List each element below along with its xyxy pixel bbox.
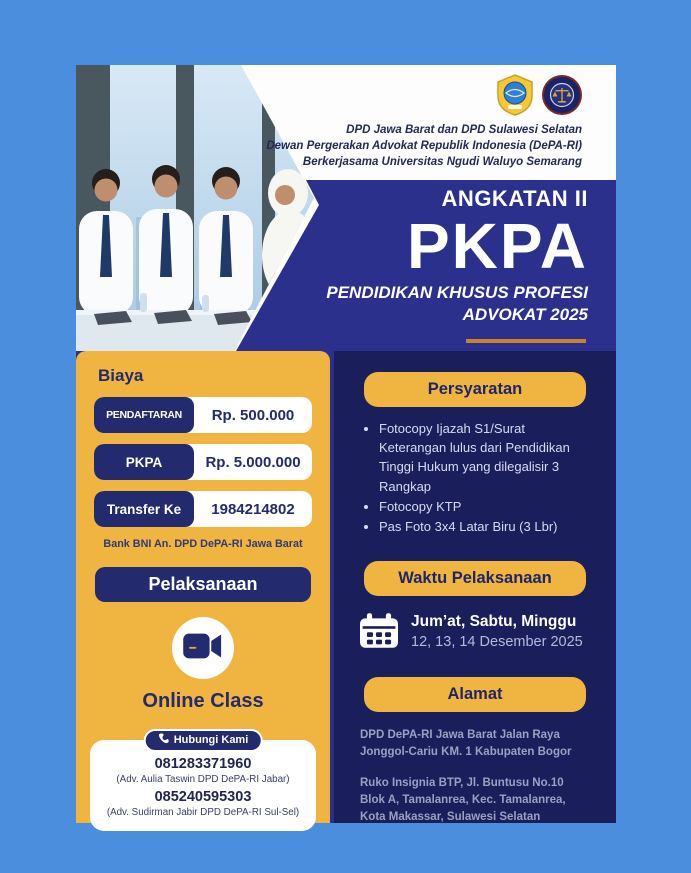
- fee-table: [94, 397, 312, 527]
- contact-pill: [144, 729, 263, 752]
- requirement-item: • Fotocopy Ijazah S1/Surat Keterangan lulus dari Pendidikan Tinggi Hukum yang dilegalisir 3 Rangkap: [379, 419, 582, 496]
- flyer-header: [76, 65, 616, 351]
- contact-person: (Adv. Aulia Taswin DPD DePA-RI Jabar): [116, 774, 290, 786]
- requirement-item: • Fotocopy KTP: [379, 497, 582, 516]
- gold-underline: [466, 339, 586, 343]
- program-title: PKPA: [406, 210, 588, 282]
- organizer-line: Dewan Pergerakan Advokat Republik Indonesia (DePA-RI): [266, 140, 582, 153]
- fee-row-transfer: [94, 491, 312, 527]
- bank-note: Bank BNI An. DPD DePA-RI Jawa Barat: [103, 538, 303, 550]
- organizer-line: Berkerjasama Universitas Ngudi Waluyo Semarang: [302, 156, 582, 169]
- contact-title: Hubungi Kami: [173, 734, 249, 746]
- online-class-badge: [172, 617, 234, 679]
- contact-section: [90, 734, 316, 831]
- fee-value: 1984214802: [211, 500, 295, 518]
- fee-row-pendaftaran: [94, 397, 312, 433]
- fee-row-pkpa: [94, 444, 312, 480]
- batch-label: ANGKATAN II: [441, 186, 588, 211]
- video-camera-icon: [183, 632, 223, 665]
- fee-label: Transfer Ke: [94, 491, 194, 527]
- schedule-text: [411, 612, 583, 652]
- fee-label: PENDAFTARAN: [94, 397, 194, 433]
- online-class-label: Online Class: [142, 690, 264, 712]
- pkpa-flyer: [76, 65, 616, 823]
- fee-value: Rp. 5.000.000: [205, 453, 301, 471]
- contact-card: [90, 740, 316, 831]
- fee-label: PKPA: [94, 444, 194, 480]
- program-subtitle: PENDIDIKAN KHUSUS PROFESI ADVOKAT 2025: [326, 283, 588, 325]
- requirements-list: [364, 419, 582, 536]
- address-makassar: Ruko Insignia BTP, Jl. Buntusu No.10 Blok A, Tamalanrea, Kec. Tamalanrea, Kota Makassar, Sulawesi Selatan: [360, 777, 566, 824]
- pelaksanaan-label: Pelaksanaan: [95, 567, 311, 602]
- phone-icon: [158, 733, 169, 747]
- waktu-header: Waktu Pelaksanaan: [364, 561, 586, 596]
- schedule-row: [360, 612, 596, 652]
- persyaratan-header: Persyaratan: [364, 372, 586, 407]
- phone-number: 085240595303: [154, 789, 252, 806]
- fees-column: [76, 351, 330, 823]
- organizer-text: [266, 122, 582, 170]
- alamat-header: Alamat: [364, 677, 586, 712]
- phone-number: 081283371960: [154, 756, 252, 772]
- schedule-dates: 12, 13, 14 Desember 2025: [411, 634, 583, 651]
- depa-ri-logo: [541, 74, 583, 121]
- info-column: [334, 351, 616, 823]
- requirement-item: • Pas Foto 3x4 Latar Biru (3 Lbr): [379, 517, 582, 536]
- header-logos: [495, 74, 583, 121]
- calendar-icon: [360, 613, 398, 653]
- title-block: [326, 186, 588, 343]
- contact-person: (Adv. Sudirman Jabir DPD DePA-RI Sul-Sel): [106, 807, 300, 819]
- schedule-days: Jum’at, Sabtu, Minggu: [411, 613, 577, 631]
- address-jawa-barat: DPD DePA-RI Jawa Barat Jalan Raya Jonggol-Cariu KM. 1 Kabupaten Bogor: [360, 728, 572, 758]
- organizer-line: DPD Jawa Barat dan DPD Sulawesi Selatan: [346, 124, 582, 136]
- fee-value: Rp. 500.000: [211, 406, 295, 424]
- biaya-heading: Biaya: [98, 366, 144, 385]
- universitas-ngudi-waluyo-logo: [495, 74, 535, 121]
